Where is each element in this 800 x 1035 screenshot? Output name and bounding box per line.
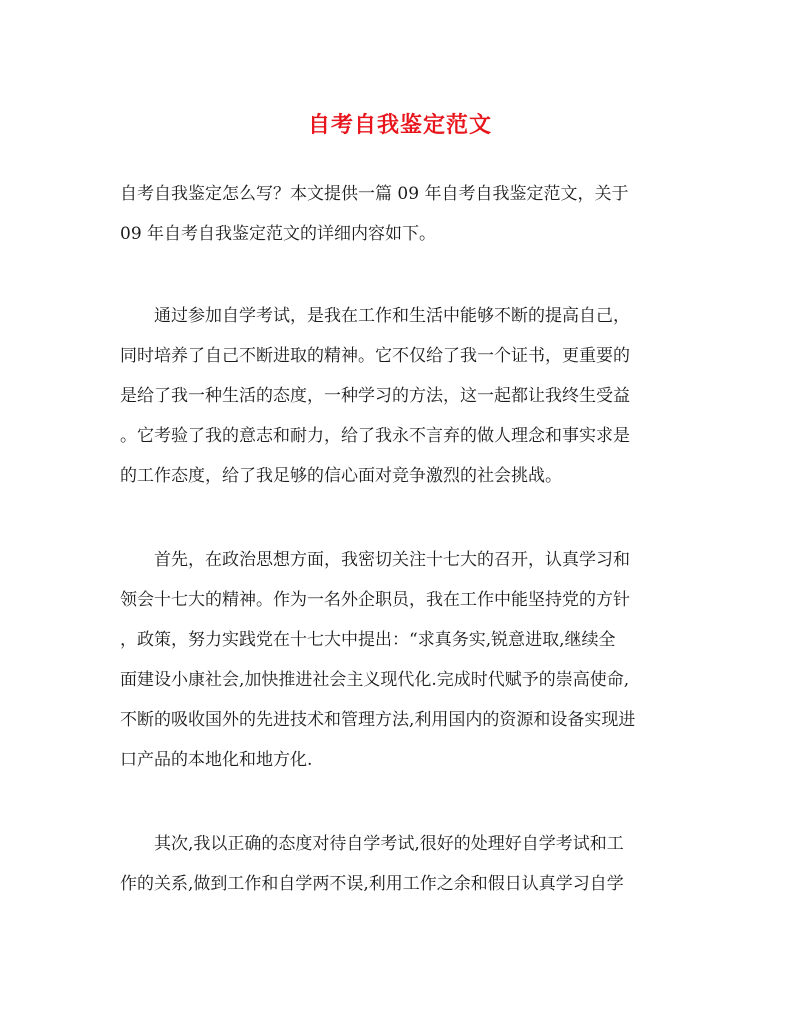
paragraph-line: 口产品的本地化和地方化. (120, 750, 313, 770)
paragraph-political-thought (120, 540, 635, 780)
document-title: 自考自我鉴定范文 (307, 112, 492, 138)
paragraph-line: ，政策，努力实践党在十七大中提出：“求真务实,锐意进取,继续全 (120, 630, 616, 650)
paragraph-line: 通过参加自学考试，是我在工作和生活中能够不断的提高自己， (120, 306, 630, 326)
paragraph-line: 首先，在政治思想方面，我密切关注十七大的召开，认真学习和 (120, 550, 630, 570)
paragraph-intro (120, 174, 628, 254)
paragraph-line: 的工作态度，给了我足够的信心面对竞争激烈的社会挑战。 (120, 466, 562, 486)
paragraph-study-attitude (120, 824, 624, 904)
paragraph-line: 。它考验了我的意志和耐力，给了我永不言弃的做人理念和事实求是 (120, 426, 630, 446)
paragraph-line: 面建设小康社会,加快推进社会主义现代化.完成时代赋予的崇高使命, (120, 670, 630, 690)
paragraph-line: 领会十七大的精神。作为一名外企职员，我在工作中能坚持党的方针 (120, 590, 630, 610)
paragraph-line: 其次,我以正确的态度对待自学考试,很好的处理好自学考试和工 (120, 834, 624, 854)
paragraph-line: 是给了我一种生活的态度，一种学习的方法，这一起都让我终生受益 (120, 386, 630, 406)
paragraph-self-study-benefits (120, 296, 630, 496)
paragraph-line: 作的关系,做到工作和自学两不误,利用工作之余和假日认真学习自学 (120, 874, 624, 894)
paragraph-line: 不断的吸收国外的先进技术和管理方法,利用国内的资源和设备实现进 (120, 710, 636, 730)
paragraph-line: 09 年自考自我鉴定范文的详细内容如下。 (120, 224, 437, 244)
paragraph-line: 自考自我鉴定怎么写？本文提供一篇 09 年自考自我鉴定范文，关于 (120, 184, 629, 204)
paragraph-line: 同时培养了自己不断进取的精神。它不仅给了我一个证书，更重要的 (120, 346, 630, 366)
